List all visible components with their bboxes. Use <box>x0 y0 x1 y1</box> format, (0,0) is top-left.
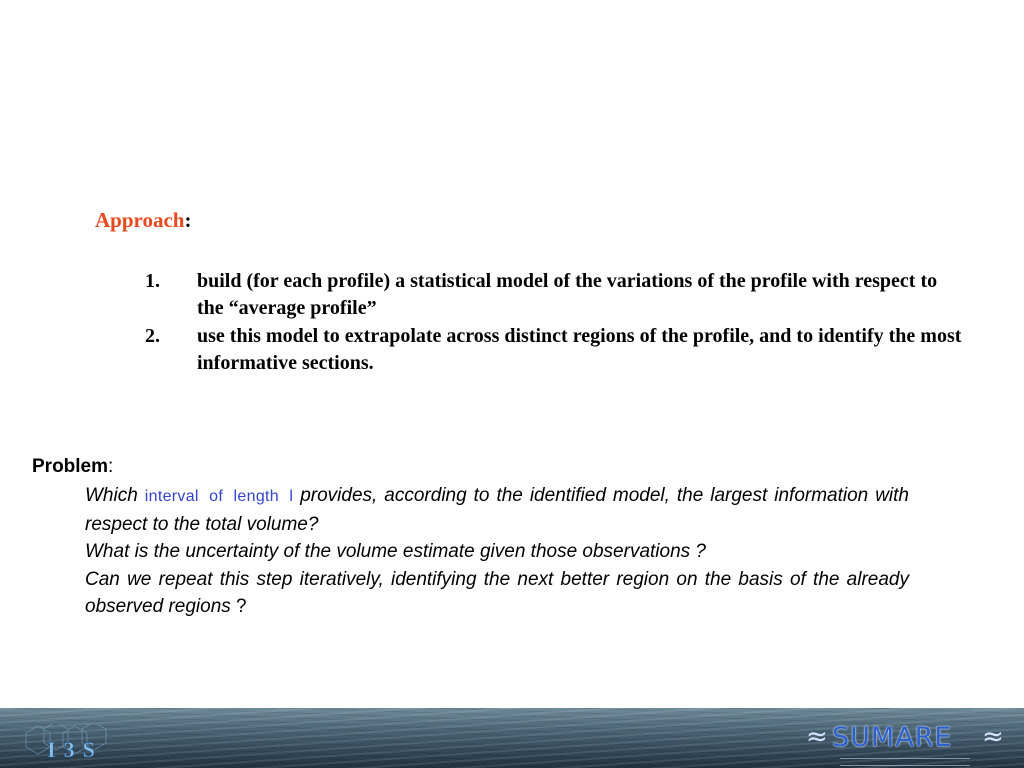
problem-heading <box>32 456 113 478</box>
step-text: use this model to extrapolate across distinct regions of the profile, and to identify the most informative sections. <box>197 325 962 374</box>
question-2: What is the uncertainty of the volume estimate given those observations ? <box>85 541 706 562</box>
i3s-logo <box>20 724 130 764</box>
problem-keyword: Problem <box>32 456 109 477</box>
step-number: 1. <box>145 270 160 292</box>
step-number: 2. <box>145 325 160 347</box>
question-1-start: Which <box>85 485 145 506</box>
sumare-logo <box>806 722 1006 768</box>
wave-icon: ≈ <box>806 722 828 752</box>
question-1-rest: provides, according to the identified model, the largest information with respect to the total volume? <box>85 485 909 535</box>
step-text: build (for each profile) a statistical model of the variations of the profile with respect to the “average profile” <box>197 270 938 319</box>
approach-keyword: Approach <box>95 208 185 232</box>
approach-heading <box>95 208 191 233</box>
question-1 <box>85 482 909 538</box>
question-3-main: Can we repeat this step iteratively, identifying the next better region on the basis of the already observed regions <box>85 568 909 617</box>
interval-highlight: interval of length l <box>144 488 294 505</box>
i3s-logo-text: I3S <box>47 737 103 762</box>
problem-colon: : <box>108 456 114 477</box>
approach-colon: : <box>184 208 192 232</box>
sumare-logo-text: SUMARE <box>832 722 953 753</box>
wave-icon: ≈ <box>982 722 1004 752</box>
problem-questions <box>85 482 909 621</box>
question-3 <box>85 566 909 621</box>
logo-tagline-decoration <box>840 758 970 766</box>
footer-banner <box>0 708 1024 768</box>
question-3-end: ? <box>230 596 247 617</box>
